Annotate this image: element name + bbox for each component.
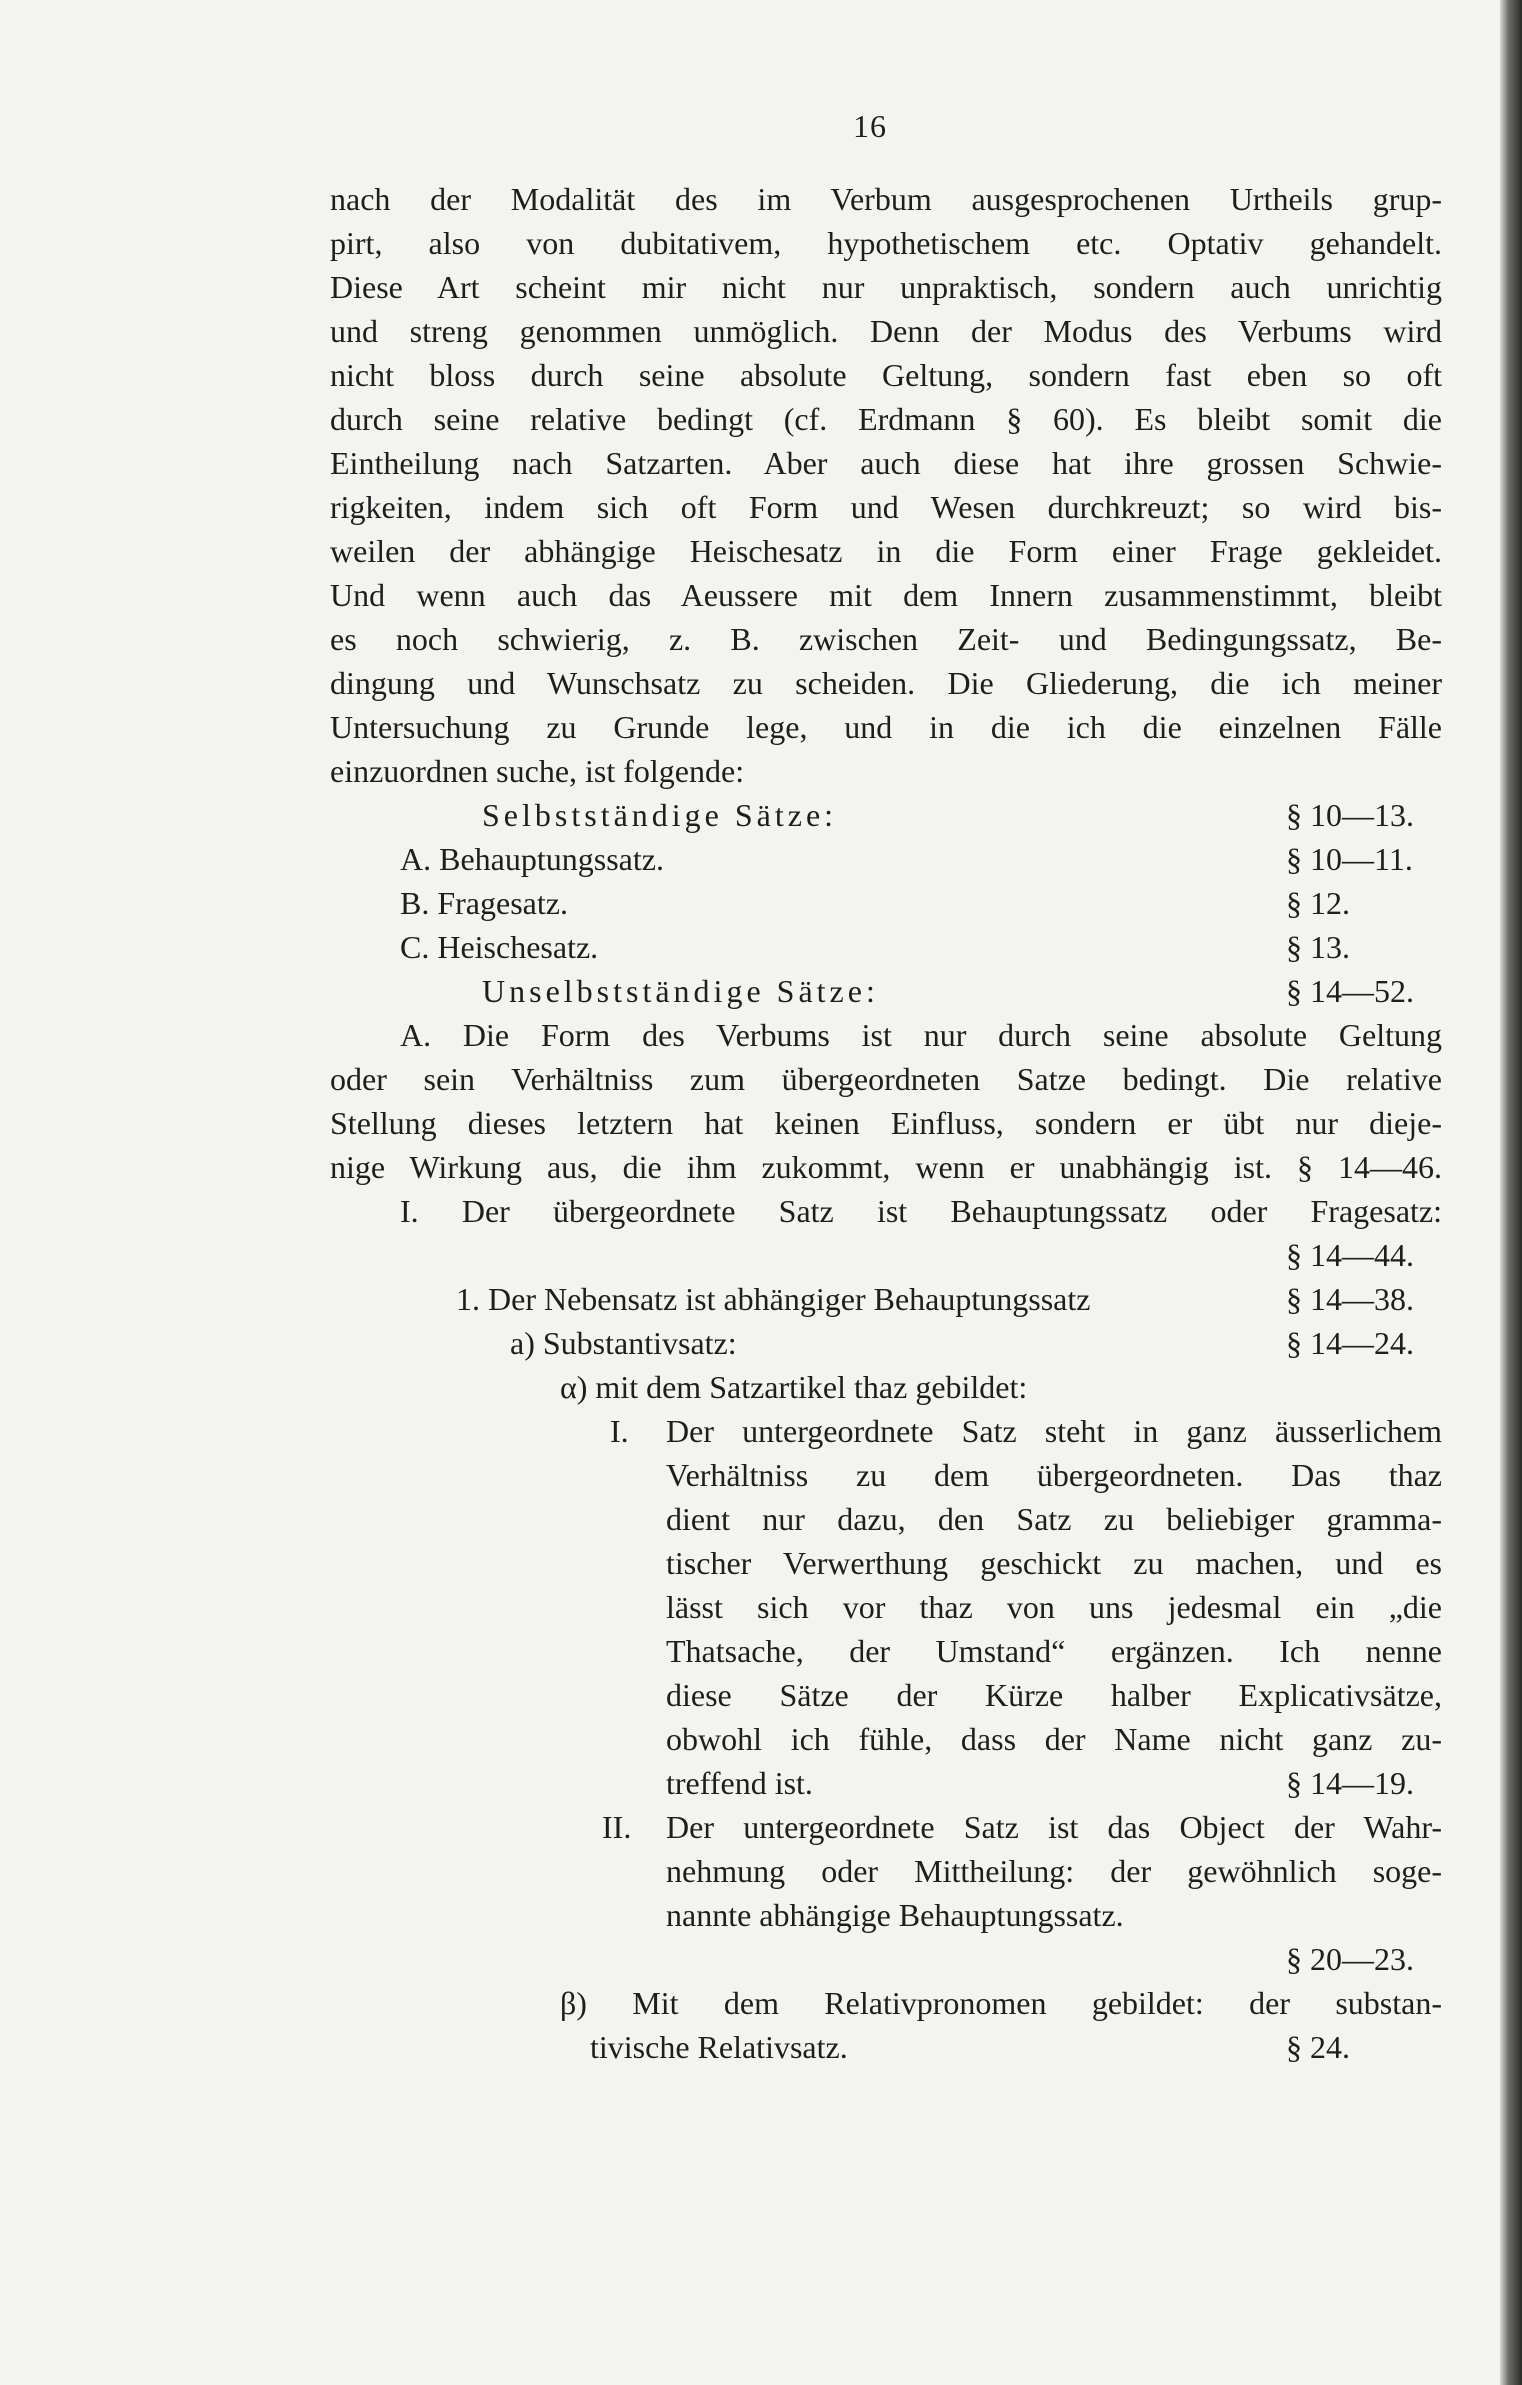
outline-text-line: obwohl ich fühle, dass der Name nicht ganz zu- [666, 1721, 1442, 1757]
body-line: dingung und Wunschsatz zu scheiden. Die Gliederung, die ich meiner [330, 665, 1442, 701]
outline-ref: § 14—24. [1286, 1325, 1414, 1361]
outline-ref: § 10—11. [1286, 841, 1413, 877]
outline-text-line: treffend ist. [666, 1765, 813, 1801]
outline-text-line: Stellung dieses letztern hat keinen Einfluss, sondern er übt nur dieje- [330, 1105, 1442, 1141]
body-line: Eintheilung nach Satzarten. Aber auch diese hat ihre grossen Schwie- [330, 445, 1442, 481]
body-line: durch seine relative bedingt (cf. Erdmann § 60). Es bleibt somit die [330, 401, 1442, 437]
section-heading-selbststaendig: Selbstständige Sätze: [482, 797, 838, 833]
outline-text-line: dient nur dazu, den Satz zu beliebiger gramma- [666, 1501, 1442, 1537]
outline-text-line: oder sein Verhältniss zum übergeordneten Satze bedingt. Die relative [330, 1061, 1442, 1097]
body-line: nicht bloss durch seine absolute Geltung, sondern fast eben so oft [330, 357, 1442, 393]
outline-item: C. Heischesatz. [400, 929, 599, 965]
outline-item: 1. Der Nebensatz ist abhängiger Behauptungssatz [456, 1281, 1091, 1317]
section-ref: § 14—52. [1286, 973, 1414, 1009]
outline-item: I. Der übergeordnete Satz ist Behauptungssatz oder Fragesatz: [400, 1193, 1442, 1229]
body-line: und streng genommen unmöglich. Denn der Modus des Verbums wird [330, 313, 1442, 349]
outline-item: β) Mit dem Relativpronomen gebildet: der substan- [560, 1985, 1442, 2021]
roman-marker: I. [610, 1413, 629, 1449]
body-line: rigkeiten, indem sich oft Form und Wesen durchkreuzt; so wird bis- [330, 489, 1442, 525]
body-line: Diese Art scheint mir nicht nur unpraktisch, sondern auch unrichtig [330, 269, 1442, 305]
outline-ref: § 13. [1286, 929, 1350, 965]
outline-text-line: nehmung oder Mittheilung: der gewöhnlich soge- [666, 1853, 1442, 1889]
section-heading-unselbststaendig: Unselbstständige Sätze: [482, 973, 879, 1009]
outline-text-line: tischer Verwerthung geschickt zu machen, und es [666, 1545, 1442, 1581]
outline-text-line: lässt sich vor thaz von uns jedesmal ein „die [666, 1589, 1442, 1625]
outline-text-line: Verhältniss zu dem übergeordneten. Das thaz [666, 1457, 1442, 1493]
body-line: weilen der abhängige Heischesatz in die Form einer Frage gekleidet. [330, 533, 1442, 569]
body-line: es noch schwierig, z. B. zwischen Zeit- und Bedingungssatz, Be- [330, 621, 1442, 657]
outline-ref: § 12. [1286, 885, 1350, 921]
outline-item: B. Fragesatz. [400, 885, 568, 921]
body-line: pirt, also von dubitativem, hypothetischem etc. Optativ gehandelt. [330, 225, 1442, 261]
page-edge-shadow [1500, 0, 1522, 2385]
outline-ref: § 14—19. [1286, 1765, 1414, 1801]
outline-text-line: Der untergeordnete Satz steht in ganz äusserlichem [666, 1413, 1442, 1449]
body-line: einzuordnen suche, ist folgende: [330, 753, 745, 789]
outline-ref: § 14—38. [1286, 1281, 1414, 1317]
outline-item: A. Behauptungssatz. [400, 841, 664, 877]
outline-text-line: diese Sätze der Kürze halber Explicativsätze, [666, 1677, 1442, 1713]
outline-item: a) Substantivsatz: [510, 1325, 737, 1361]
outline-text-line: Thatsache, der Umstand“ ergänzen. Ich nenne [666, 1633, 1442, 1669]
outline-ref: § 20—23. [1286, 1941, 1414, 1977]
outline-text-line: nige Wirkung aus, die ihm zukommt, wenn er unabhängig ist. § 14—46. [330, 1149, 1442, 1185]
outline-ref: § 14—44. [1286, 1237, 1414, 1273]
outline-text-line: A. Die Form des Verbums ist nur durch seine absolute Geltung [400, 1017, 1442, 1053]
body-line: Und wenn auch das Aeussere mit dem Innern zusammenstimmt, bleibt [330, 577, 1442, 613]
outline-text-line: nannte abhängige Behauptungssatz. [666, 1897, 1124, 1933]
page-number: 16 [853, 108, 887, 144]
outline-text-line: Der untergeordnete Satz ist das Object der Wahr- [666, 1809, 1442, 1845]
section-ref: § 10—13. [1286, 797, 1414, 833]
body-line: nach der Modalität des im Verbum ausgesprochenen Urtheils grup- [330, 181, 1442, 217]
outline-text-line: tivische Relativsatz. [590, 2029, 848, 2065]
outline-ref: § 24. [1286, 2029, 1350, 2065]
roman-marker: II. [602, 1809, 632, 1845]
outline-item: α) mit dem Satzartikel thaz gebildet: [560, 1369, 1028, 1405]
body-line: Untersuchung zu Grunde lege, und in die ich die einzelnen Fälle [330, 709, 1442, 745]
